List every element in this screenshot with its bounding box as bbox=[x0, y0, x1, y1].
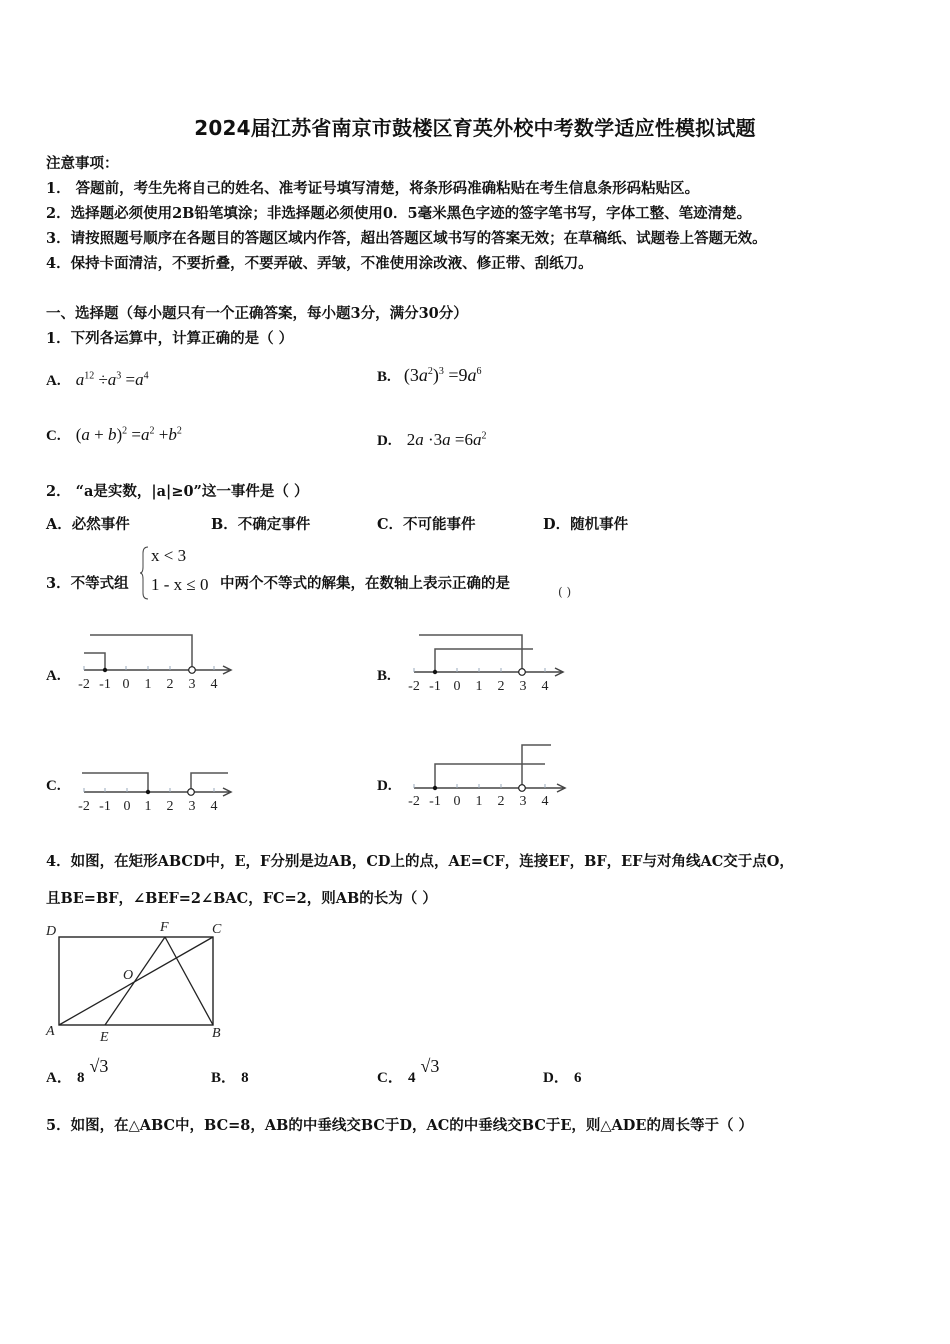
q2-option-a[interactable] bbox=[46, 513, 130, 534]
q1-option-b-expr: $(3a^2)^3 =9a^6$ bbox=[403, 365, 482, 385]
q2-option-d[interactable] bbox=[543, 513, 628, 534]
svg-text:-1: -1 bbox=[429, 679, 441, 694]
system-ineq-2: 1 - x ≤ 0 bbox=[151, 575, 209, 594]
svg-text:3: 3 bbox=[188, 799, 196, 814]
svg-text:-1: -1 bbox=[99, 677, 111, 692]
option-letter: B． bbox=[211, 1070, 237, 1086]
option-letter: A． bbox=[46, 516, 72, 533]
svg-text:3: 3 bbox=[519, 794, 527, 809]
svg-text:3: 3 bbox=[188, 677, 196, 692]
label-C: C bbox=[212, 922, 222, 937]
q3-option-b-number-line[interactable] bbox=[405, 630, 570, 695]
q1-option-c[interactable] bbox=[46, 425, 182, 445]
option-value: 8 bbox=[241, 1070, 249, 1086]
svg-text:-1: -1 bbox=[99, 799, 111, 814]
q1-option-b[interactable] bbox=[377, 365, 482, 386]
option-letter: C． bbox=[377, 516, 404, 533]
svg-text:1: 1 bbox=[144, 799, 152, 814]
option-text: 不可能事件 bbox=[403, 516, 476, 533]
svg-text:4: 4 bbox=[210, 799, 218, 814]
q4-option-c[interactable] bbox=[377, 1056, 440, 1087]
question-3-stem-suffix: 中两个不等式的解集，在数轴上表示正确的是 bbox=[220, 575, 510, 592]
option-letter: A. bbox=[46, 373, 61, 389]
svg-text:0: 0 bbox=[123, 799, 131, 814]
note-item-3: 3．请按照题号顺序在各题目的答题区域内作答，超出答题区域书写的答案无效；在草稿纸、试题卷上答题无效。 bbox=[46, 230, 767, 247]
q3-option-d-number-line[interactable] bbox=[405, 740, 570, 810]
svg-text:4: 4 bbox=[541, 679, 549, 694]
q3-option-a-number-line[interactable] bbox=[76, 630, 236, 695]
option-letter: C. bbox=[46, 428, 61, 444]
question-3-stem-prefix: 3．不等式组 bbox=[46, 575, 129, 592]
svg-text:-2: -2 bbox=[408, 679, 420, 694]
page-title: 2024届江苏省南京市鼓楼区育英外校中考数学适应性模拟试题 bbox=[194, 116, 756, 140]
q2-option-c[interactable] bbox=[377, 513, 476, 534]
svg-text:3: 3 bbox=[519, 679, 527, 694]
option-letter: C． bbox=[377, 1070, 403, 1086]
svg-text:-2: -2 bbox=[78, 677, 90, 692]
svg-text:2: 2 bbox=[166, 677, 174, 692]
svg-text:1: 1 bbox=[475, 679, 483, 694]
question-5-stem: 5．如图，在△ABC中，BC=8，AB的中垂线交BC于D，AC的中垂线交BC于E，则△ADE的周长等于（ ） bbox=[46, 1117, 753, 1134]
label-B: B bbox=[212, 1026, 221, 1041]
rectangle-figure bbox=[42, 917, 232, 1045]
svg-text:-2: -2 bbox=[408, 794, 420, 809]
q4-option-b[interactable] bbox=[211, 1066, 249, 1087]
question-2-stem: 2． “a是实数，|a|≥0”这一事件是（ ） bbox=[46, 483, 309, 500]
q2-option-b[interactable] bbox=[211, 513, 310, 534]
q1-option-a[interactable] bbox=[46, 370, 149, 390]
svg-text:0: 0 bbox=[453, 679, 461, 694]
notes-heading: 注意事项： bbox=[46, 155, 119, 172]
note-item-2: 2．选择题必须使用2B铅笔填涂；非选择题必须使用0．5毫米黑色字迹的签字笔书写，字体工整、笔迹清楚。 bbox=[46, 205, 752, 222]
system-ineq-1: x < 3 bbox=[151, 546, 187, 565]
option-value: 8 bbox=[76, 1070, 85, 1086]
label-D: D bbox=[46, 924, 57, 939]
option-value: 6 bbox=[573, 1070, 582, 1086]
svg-text:2: 2 bbox=[497, 794, 505, 809]
answer-paren: ( ) bbox=[558, 585, 572, 599]
q3-option-c-number-line[interactable] bbox=[76, 765, 236, 815]
q3-option-c-letter[interactable]: C. bbox=[46, 778, 61, 794]
option-value: 4 bbox=[407, 1070, 416, 1086]
note-item-1: 1． 答题前，考生先将自己的姓名、准考证号填写清楚，将条形码准确粘贴在考生信息条形码粘贴区。 bbox=[46, 180, 700, 197]
option-letter: D． bbox=[543, 1070, 569, 1086]
q4-option-a[interactable] bbox=[46, 1056, 109, 1087]
option-letter: D. bbox=[377, 433, 392, 449]
option-text: 随机事件 bbox=[570, 516, 629, 533]
svg-text:2: 2 bbox=[497, 679, 505, 694]
svg-text:0: 0 bbox=[122, 677, 130, 692]
q4-option-d[interactable] bbox=[543, 1066, 581, 1087]
option-letter: A． bbox=[46, 1070, 72, 1086]
svg-text:2: 2 bbox=[166, 799, 174, 814]
q1-option-d[interactable] bbox=[377, 430, 486, 450]
q1-option-d-expr: $2a \cdot 3a =6a^2$ bbox=[406, 430, 487, 449]
question-4-stem-line2: 且BE=BF，∠BEF=2∠BAC，FC=2，则AB的长为（ ） bbox=[46, 890, 437, 907]
system-brace bbox=[140, 545, 150, 601]
question-1-stem: 1．下列各运算中，计算正确的是（ ） bbox=[46, 330, 294, 347]
option-letter: B. bbox=[377, 369, 391, 385]
option-text: 不确定事件 bbox=[237, 516, 311, 533]
svg-text:4: 4 bbox=[210, 677, 218, 692]
svg-text:1: 1 bbox=[475, 794, 483, 809]
svg-text:0: 0 bbox=[453, 794, 461, 809]
label-F: F bbox=[160, 920, 169, 935]
sqrt3-radical: √3 bbox=[89, 1056, 109, 1076]
option-letter: B． bbox=[211, 516, 238, 533]
sqrt3-radical: √3 bbox=[420, 1056, 440, 1076]
svg-text:4: 4 bbox=[541, 794, 549, 809]
q1-option-c-expr: $(a + b)^2 =a^2 +b^2$ bbox=[75, 425, 182, 444]
section-heading: 一、选择题（每小题只有一个正确答案，每小题3分，满分30分） bbox=[46, 305, 468, 322]
label-O: O bbox=[123, 968, 134, 983]
note-item-4: 4．保持卡面清洁，不要折叠，不要弄破、弄皱，不准使用涂改液、修正带、刮纸刀。 bbox=[46, 255, 593, 272]
q3-option-d-letter[interactable]: D. bbox=[377, 778, 392, 794]
svg-text:-1: -1 bbox=[429, 794, 441, 809]
q3-option-a-letter[interactable]: A. bbox=[46, 668, 61, 684]
question-4-stem-line1: 4．如图，在矩形ABCD中，E，F分别是边AB，CD上的点，AE=CF，连接EF，BF，EF与对角线AC交于点O， bbox=[46, 853, 794, 870]
q1-option-a-expr: $a^{12} \div a^3 =a^4$ bbox=[75, 370, 149, 389]
q3-option-b-letter[interactable]: B. bbox=[377, 668, 391, 684]
option-letter: D． bbox=[543, 516, 571, 533]
svg-text:-2: -2 bbox=[78, 799, 90, 814]
label-A: A bbox=[46, 1024, 55, 1039]
svg-text:1: 1 bbox=[144, 677, 152, 692]
option-text: 必然事件 bbox=[71, 516, 130, 533]
label-E: E bbox=[100, 1030, 109, 1045]
